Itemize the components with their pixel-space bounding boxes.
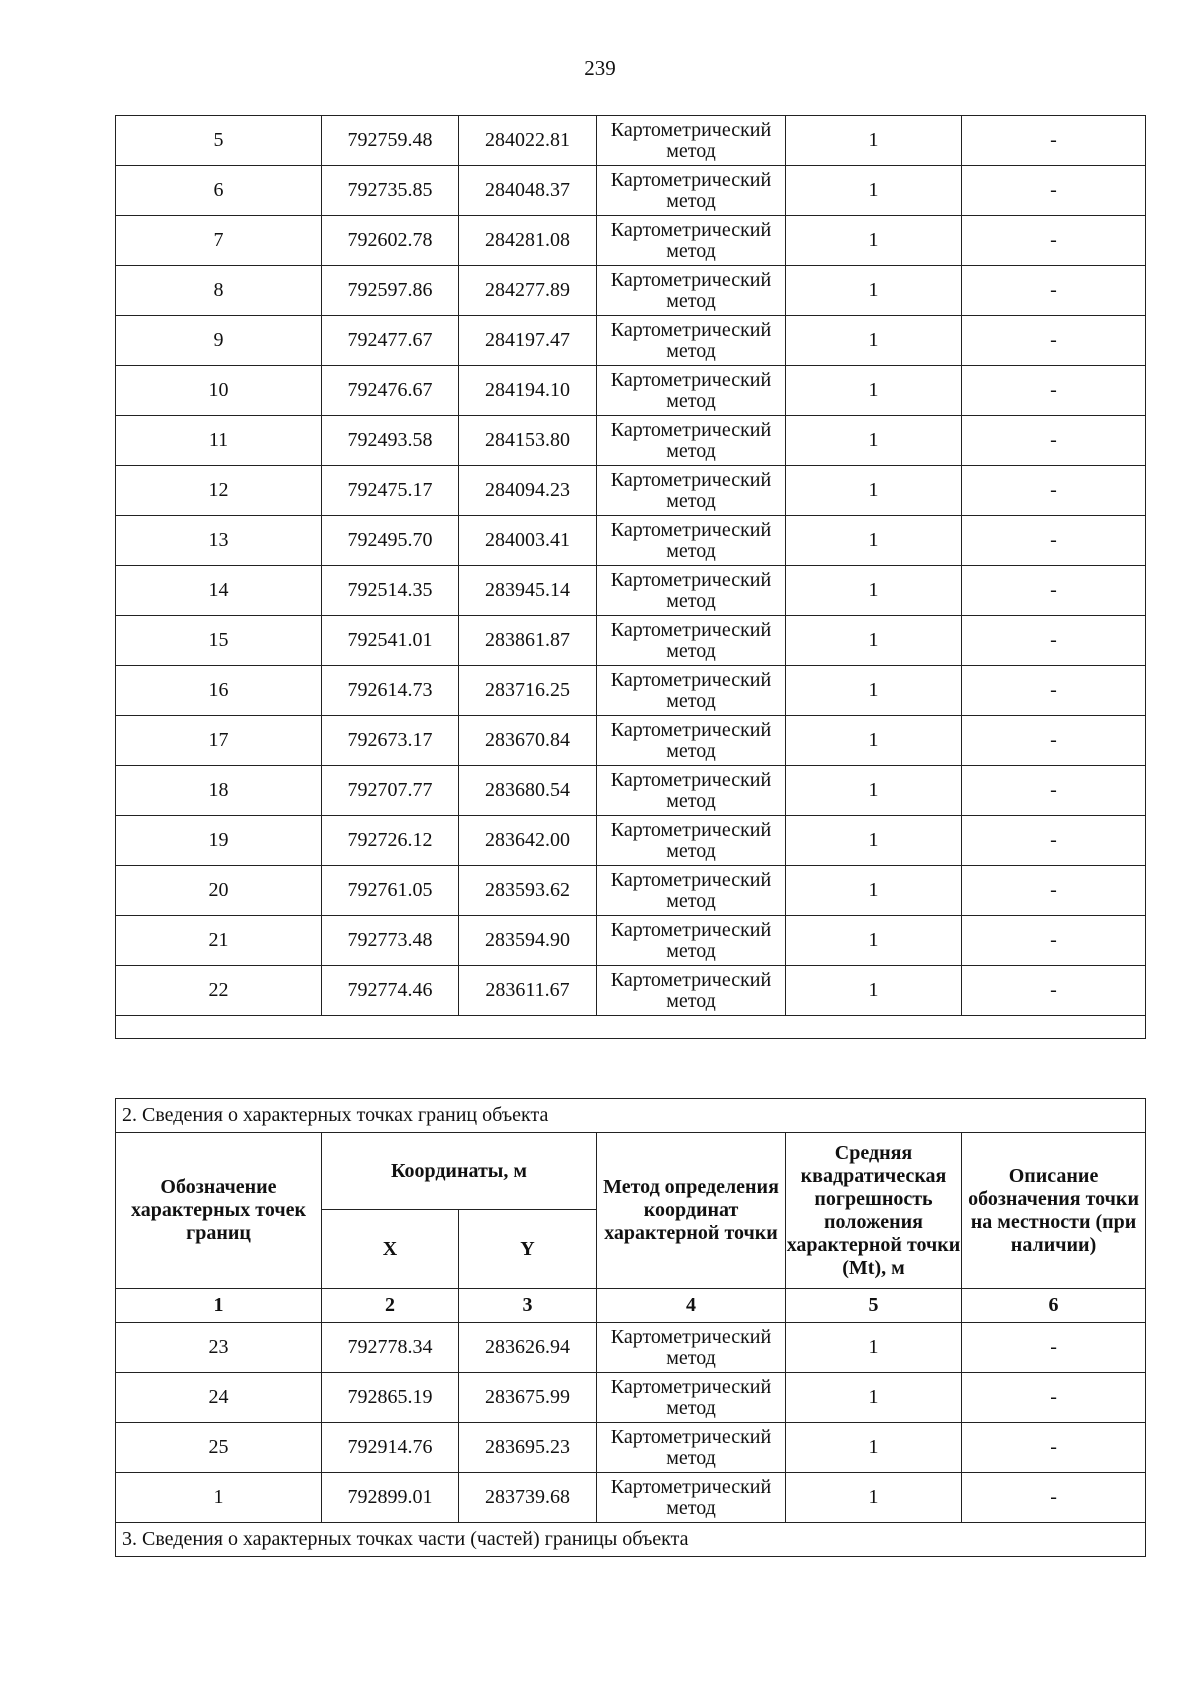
coord-y: 284197.47 [459,316,597,366]
table-row [116,366,1146,416]
coord-x: 792726.12 [322,816,459,866]
method-cell: Картометрический метод [597,766,786,816]
table-row [116,866,1146,916]
description-value: - [962,216,1146,266]
coord-y: 283642.00 [459,816,597,866]
mt-value: 1 [786,666,962,716]
point-number: 9 [116,316,322,366]
method-cell: Картометрический метод [597,616,786,666]
coord-x: 792673.17 [322,716,459,766]
description-value: - [962,716,1146,766]
description-value: - [962,116,1146,166]
description-value: - [962,1373,1146,1423]
method-cell: Картометрический метод [597,316,786,366]
coord-x: 792514.35 [322,566,459,616]
method-cell: Картометрический метод [597,466,786,516]
coord-y: 284094.23 [459,466,597,516]
empty-cell [116,1016,1146,1039]
mt-value: 1 [786,466,962,516]
method-cell: Картометрический метод [597,166,786,216]
description-value: - [962,616,1146,666]
point-number: 22 [116,966,322,1016]
method-cell: Картометрический метод [597,1373,786,1423]
coord-y: 284022.81 [459,116,597,166]
header-x: X [322,1210,459,1289]
description-value: - [962,1423,1146,1473]
description-value: - [962,366,1146,416]
coord-x: 792899.01 [322,1473,459,1523]
header-description: Описание обозначения точки на местности (при наличии) [962,1133,1146,1289]
mt-value: 1 [786,316,962,366]
coord-x: 792476.67 [322,366,459,416]
boundary-points-table-continued [115,115,1146,1039]
coord-y: 283611.67 [459,966,597,1016]
point-number: 13 [116,516,322,566]
table-row [116,466,1146,516]
table-row [116,1473,1146,1523]
header-designation: Обозначение характерных точек границ [116,1133,322,1289]
point-number: 23 [116,1323,322,1373]
coord-y: 284003.41 [459,516,597,566]
column-number: 2 [322,1289,459,1323]
coord-y: 283861.87 [459,616,597,666]
header-y: Y [459,1210,597,1289]
section-2-title: 2. Сведения о характерных точках границ объекта [116,1099,1146,1133]
mt-value: 1 [786,1373,962,1423]
coord-y: 284194.10 [459,366,597,416]
table-row [116,216,1146,266]
method-cell: Картометрический метод [597,366,786,416]
coord-x: 792761.05 [322,866,459,916]
mt-value: 1 [786,566,962,616]
mt-value: 1 [786,1323,962,1373]
point-number: 21 [116,916,322,966]
description-value: - [962,516,1146,566]
table-row [116,766,1146,816]
description-value: - [962,816,1146,866]
point-number: 7 [116,216,322,266]
mt-value: 1 [786,166,962,216]
coord-x: 792495.70 [322,516,459,566]
point-number: 18 [116,766,322,816]
mt-value: 1 [786,966,962,1016]
column-number: 6 [962,1289,1146,1323]
method-cell: Картометрический метод [597,716,786,766]
point-number: 20 [116,866,322,916]
method-cell: Картометрический метод [597,1323,786,1373]
coord-y: 284048.37 [459,166,597,216]
description-value: - [962,566,1146,616]
point-number: 17 [116,716,322,766]
coord-y: 283594.90 [459,916,597,966]
method-cell: Картометрический метод [597,416,786,466]
coord-y: 283739.68 [459,1473,597,1523]
coord-x: 792475.17 [322,466,459,516]
coord-y: 284153.80 [459,416,597,466]
page-number: 239 [584,56,616,80]
table-row [116,1323,1146,1373]
method-cell: Картометрический метод [597,216,786,266]
description-value: - [962,966,1146,1016]
coord-y: 283626.94 [459,1323,597,1373]
coord-y: 283945.14 [459,566,597,616]
coord-y: 283695.23 [459,1423,597,1473]
mt-value: 1 [786,616,962,666]
coord-x: 792774.46 [322,966,459,1016]
mt-value: 1 [786,366,962,416]
coord-y: 284277.89 [459,266,597,316]
method-cell: Картометрический метод [597,266,786,316]
description-value: - [962,766,1146,816]
description-value: - [962,316,1146,366]
coord-x: 792865.19 [322,1373,459,1423]
table-row [116,266,1146,316]
coord-x: 792914.76 [322,1423,459,1473]
coord-x: 792735.85 [322,166,459,216]
coord-x: 792541.01 [322,616,459,666]
method-cell: Картометрический метод [597,516,786,566]
table-row [116,816,1146,866]
description-value: - [962,466,1146,516]
coord-x: 792602.78 [322,216,459,266]
table-row [116,1423,1146,1473]
mt-value: 1 [786,1423,962,1473]
method-cell: Картометрический метод [597,666,786,716]
method-cell: Картометрический метод [597,1423,786,1473]
description-value: - [962,266,1146,316]
description-value: - [962,1473,1146,1523]
mt-value: 1 [786,916,962,966]
coord-x: 792493.58 [322,416,459,466]
point-number: 19 [116,816,322,866]
method-cell: Картометрический метод [597,916,786,966]
method-cell: Картометрический метод [597,116,786,166]
method-cell: Картометрический метод [597,966,786,1016]
coord-y: 283670.84 [459,716,597,766]
mt-value: 1 [786,266,962,316]
mt-value: 1 [786,766,962,816]
method-cell: Картометрический метод [597,566,786,616]
point-number: 5 [116,116,322,166]
point-number: 12 [116,466,322,516]
column-number: 5 [786,1289,962,1323]
description-value: - [962,666,1146,716]
point-number: 10 [116,366,322,416]
column-number: 4 [597,1289,786,1323]
boundary-points-table [115,1098,1146,1557]
table-row [116,916,1146,966]
description-value: - [962,866,1146,916]
coord-y: 283593.62 [459,866,597,916]
coord-x: 792477.67 [322,316,459,366]
point-number: 14 [116,566,322,616]
table-row [116,416,1146,466]
mt-value: 1 [786,716,962,766]
point-number: 1 [116,1473,322,1523]
coord-x: 792707.77 [322,766,459,816]
description-value: - [962,1323,1146,1373]
coord-x: 792597.86 [322,266,459,316]
coord-y: 283675.99 [459,1373,597,1423]
mt-value: 1 [786,516,962,566]
point-number: 24 [116,1373,322,1423]
table-row [116,316,1146,366]
point-number: 6 [116,166,322,216]
mt-value: 1 [786,816,962,866]
column-number: 1 [116,1289,322,1323]
table-row [116,166,1146,216]
mt-value: 1 [786,1473,962,1523]
coord-y: 283680.54 [459,766,597,816]
point-number: 15 [116,616,322,666]
header-mt: Средняя квадратическая погрешность положения характерной точки (Mt), м [786,1133,962,1289]
coord-x: 792773.48 [322,916,459,966]
section-3-title: 3. Сведения о характерных точках части (частей) границы объекта [116,1523,1146,1557]
coord-y: 284281.08 [459,216,597,266]
table-row [116,616,1146,666]
table-row [116,716,1146,766]
mt-value: 1 [786,416,962,466]
table-row [116,1373,1146,1423]
coord-x: 792778.34 [322,1323,459,1373]
description-value: - [962,166,1146,216]
header-method: Метод определения координат характерной точки [597,1133,786,1289]
point-number: 11 [116,416,322,466]
mt-value: 1 [786,216,962,266]
mt-value: 1 [786,116,962,166]
table-row [116,966,1146,1016]
description-value: - [962,416,1146,466]
coord-x: 792614.73 [322,666,459,716]
empty-row [116,1016,1146,1039]
coord-y: 283716.25 [459,666,597,716]
method-cell: Картометрический метод [597,816,786,866]
description-value: - [962,916,1146,966]
table-row [116,666,1146,716]
table-row [116,516,1146,566]
header-coordinates: Координаты, м [322,1133,597,1210]
point-number: 16 [116,666,322,716]
point-number: 8 [116,266,322,316]
method-cell: Картометрический метод [597,1473,786,1523]
table-row [116,566,1146,616]
mt-value: 1 [786,866,962,916]
coord-x: 792759.48 [322,116,459,166]
column-number: 3 [459,1289,597,1323]
method-cell: Картометрический метод [597,866,786,916]
table-row [116,116,1146,166]
point-number: 25 [116,1423,322,1473]
